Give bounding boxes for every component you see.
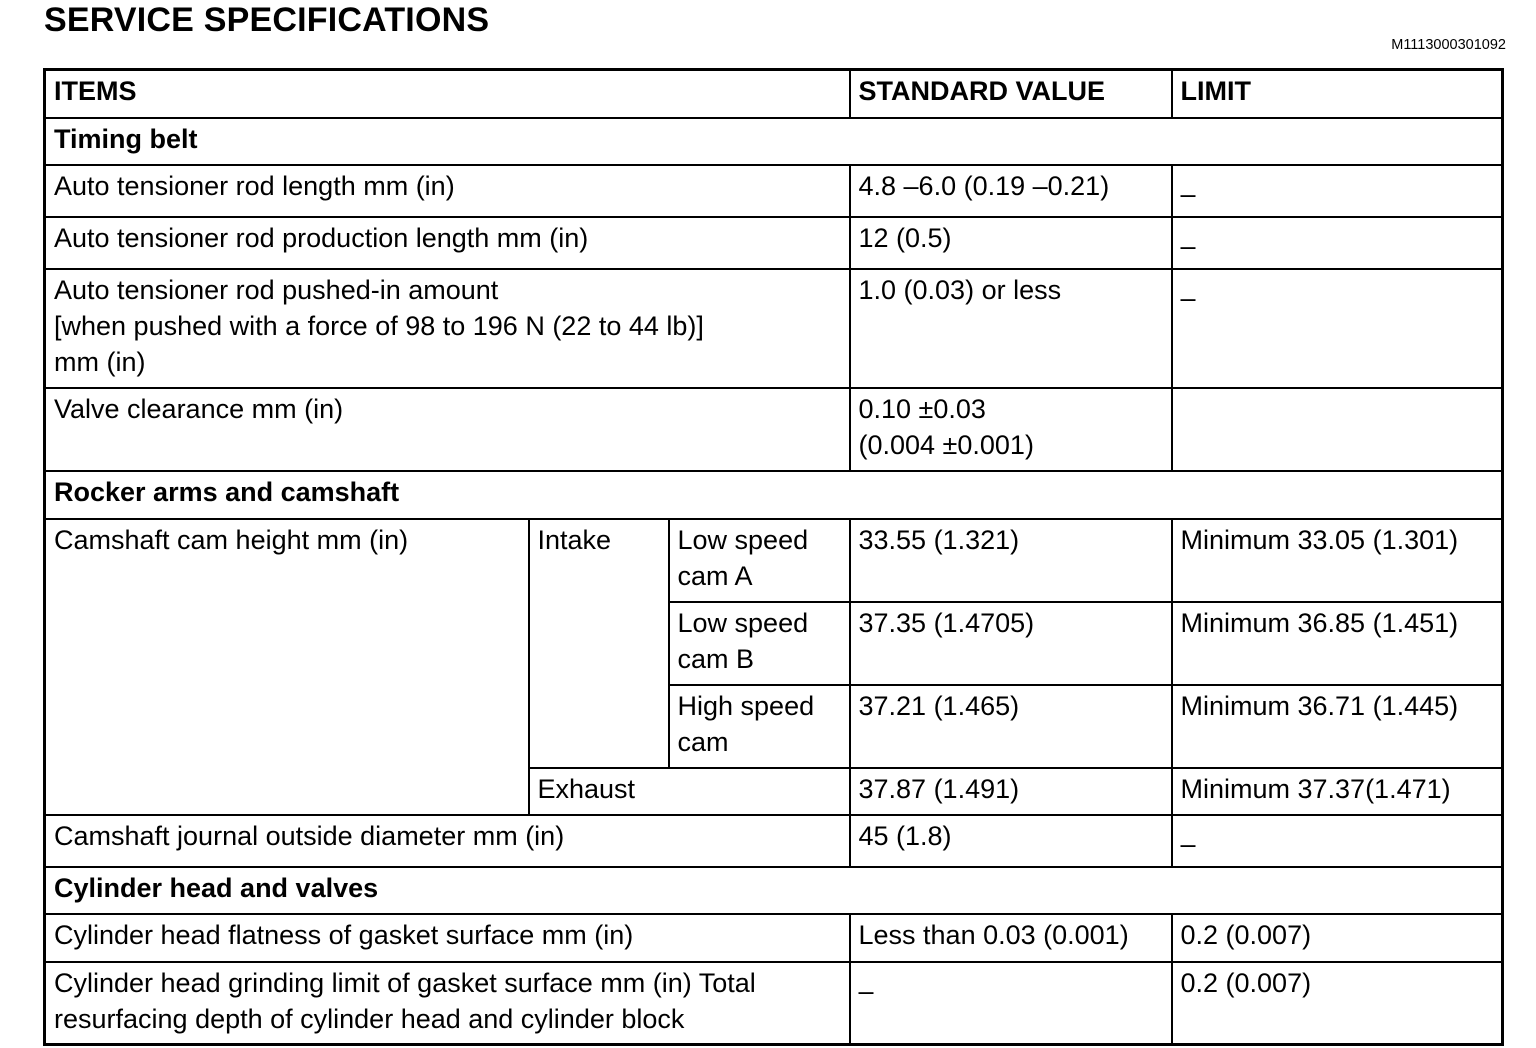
limit-cell — [1172, 388, 1503, 471]
limit-cell: 0.2 (0.007) — [1172, 962, 1503, 1045]
cam-line: Low speed — [677, 607, 809, 638]
limit-value: – — [1180, 828, 1196, 859]
item-cell: Auto tensioner rod length mm (in) — [45, 165, 850, 217]
item-line: Auto tensioner rod pushed-in amount — [54, 274, 499, 305]
item-cell — [45, 269, 850, 388]
standard-value-cell — [850, 962, 1172, 1045]
item-line: mm (in) — [54, 346, 146, 377]
cam-line: High speed — [677, 690, 815, 721]
standard-value-cell — [850, 388, 1172, 471]
limit-cell — [1172, 165, 1503, 217]
standard-value: – — [858, 975, 874, 1006]
standard-value-cell: 37.21 (1.465) — [850, 685, 1172, 768]
table-row — [45, 815, 1503, 867]
exhaust-cell: Exhaust — [529, 768, 850, 815]
limit-cell: Minimum 36.71 (1.445) — [1172, 685, 1503, 768]
limit-cell — [1172, 269, 1503, 388]
standard-value-cell: Less than 0.03 (0.001) — [850, 914, 1172, 962]
standard-value-cell: 4.8 –6.0 (0.19 –0.21) — [850, 165, 1172, 217]
item-line: resurfacing depth of cylinder head and cylinder block — [54, 1003, 685, 1034]
limit-cell: Minimum 33.05 (1.301) — [1172, 519, 1503, 602]
cam-cell — [669, 685, 850, 768]
table-row — [45, 962, 1503, 1045]
limit-value: – — [1180, 230, 1196, 261]
item-cell: Camshaft cam height mm (in) — [45, 519, 529, 815]
section-title: Rocker arms and camshaft — [45, 471, 1503, 519]
standard-line: 0.10 ±0.03 — [858, 393, 986, 424]
header-standard-value: STANDARD VALUE — [850, 70, 1172, 118]
table-row — [45, 519, 1503, 602]
section-row-timing-belt — [45, 118, 1503, 165]
item-cell: Auto tensioner rod production length mm (in) — [45, 217, 850, 269]
limit-cell — [1172, 815, 1503, 867]
section-row-cylinder-head — [45, 867, 1503, 914]
limit-value: – — [1180, 178, 1196, 209]
standard-value-cell: 45 (1.8) — [850, 815, 1172, 867]
service-specifications-table — [43, 68, 1504, 1046]
standard-value-cell: 33.55 (1.321) — [850, 519, 1172, 602]
cam-cell — [669, 519, 850, 602]
limit-cell — [1172, 217, 1503, 269]
table-row — [45, 165, 1503, 217]
standard-value-cell: 1.0 (0.03) or less — [850, 269, 1172, 388]
header-items: ITEMS — [45, 70, 850, 118]
item-line: [when pushed with a force of 98 to 196 N (22 to 44 lb)] — [54, 310, 704, 341]
cam-line: Low speed — [677, 524, 809, 555]
standard-value-cell: 37.35 (1.4705) — [850, 602, 1172, 685]
item-cell: Valve clearance mm (in) — [45, 388, 850, 471]
page-title: SERVICE SPECIFICATIONS — [44, 1, 490, 39]
section-row-rocker-arms — [45, 471, 1503, 519]
table-row — [45, 269, 1503, 388]
table-row — [45, 217, 1503, 269]
cam-line: cam — [677, 726, 729, 757]
cam-line: cam A — [677, 560, 753, 591]
standard-value-cell: 37.87 (1.491) — [850, 768, 1172, 815]
standard-line: (0.004 ±0.001) — [858, 429, 1034, 460]
item-cell: Camshaft journal outside diameter mm (in) — [45, 815, 850, 867]
header-limit: LIMIT — [1172, 70, 1503, 118]
cam-cell — [669, 602, 850, 685]
table-row — [45, 388, 1503, 471]
item-line: Cylinder head grinding limit of gasket surface mm (in) Total — [54, 967, 756, 998]
limit-value: – — [1180, 282, 1196, 313]
limit-cell: Minimum 36.85 (1.451) — [1172, 602, 1503, 685]
section-title: Cylinder head and valves — [45, 867, 1503, 914]
section-title: Timing belt — [45, 118, 1503, 165]
limit-cell: Minimum 37.37(1.471) — [1172, 768, 1503, 815]
limit-cell: 0.2 (0.007) — [1172, 914, 1503, 962]
item-cell — [45, 962, 850, 1045]
document-id: M1113000301092 — [1391, 37, 1506, 53]
cam-line: cam B — [677, 643, 755, 674]
item-cell: Cylinder head flatness of gasket surface mm (in) — [45, 914, 850, 962]
header-row — [45, 70, 1503, 118]
intake-cell: Intake — [529, 519, 669, 768]
standard-value-cell: 12 (0.5) — [850, 217, 1172, 269]
table-row — [45, 914, 1503, 962]
